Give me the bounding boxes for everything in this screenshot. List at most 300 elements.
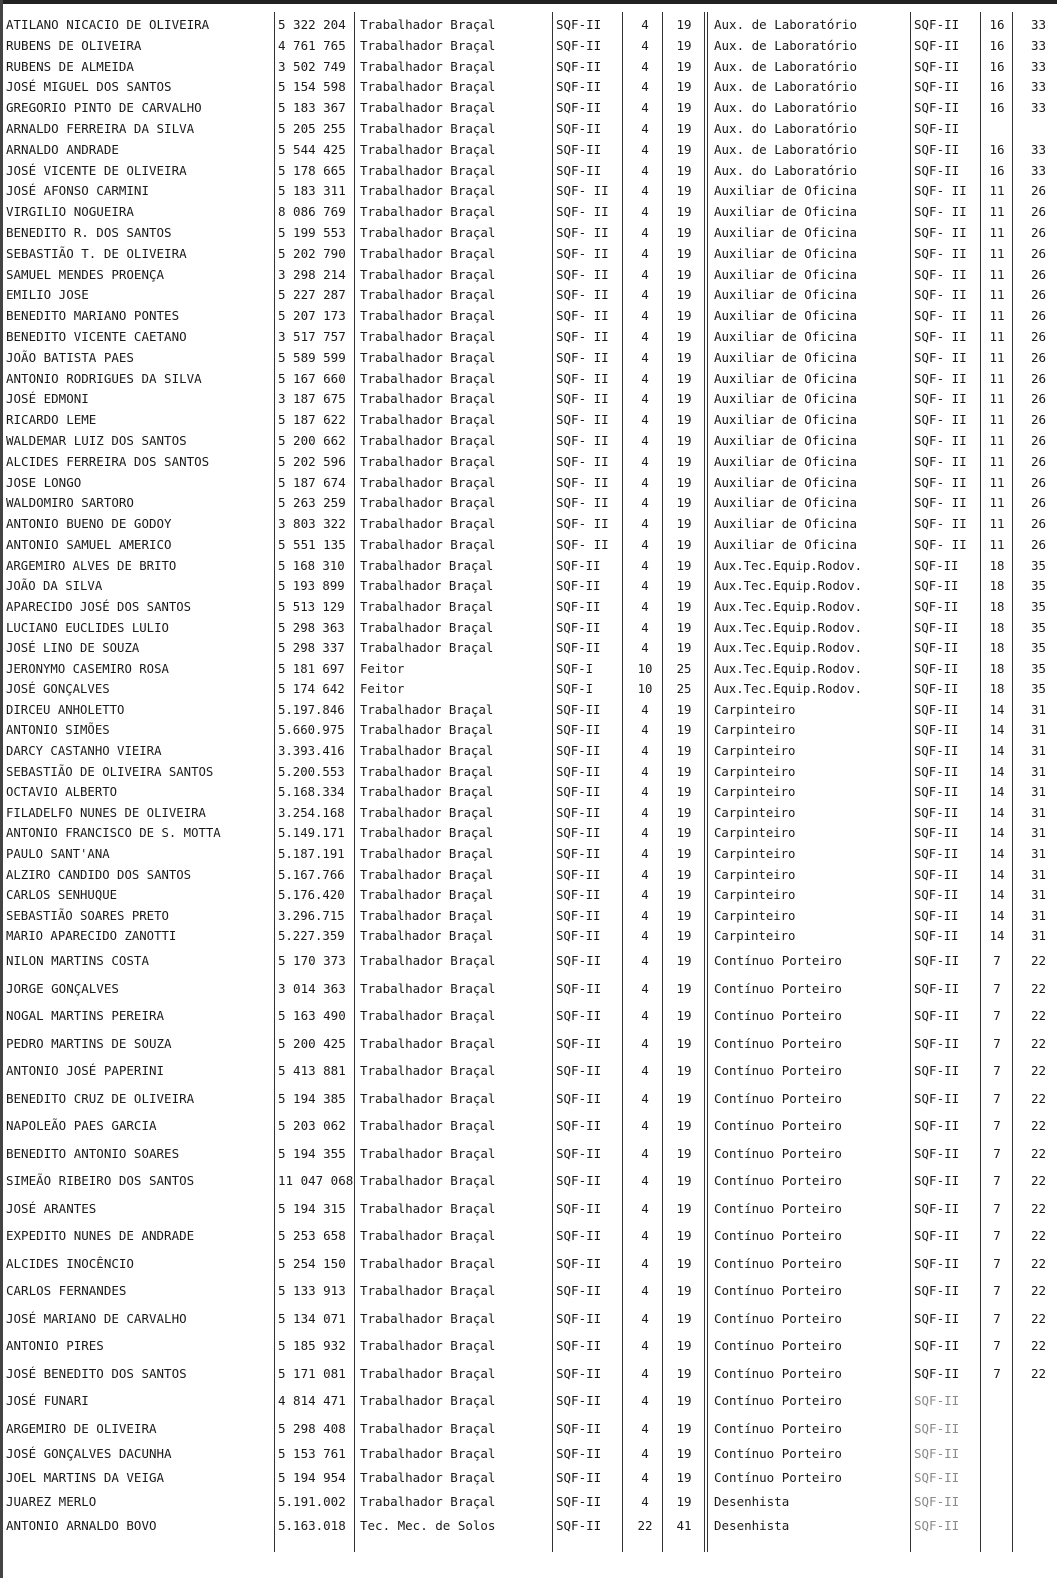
current-table: SQF-II [556, 1470, 602, 1485]
new-position: Auxiliar de Oficina [714, 266, 857, 282]
new-position: Desenhista [714, 1494, 790, 1509]
new-grade: 31 [1031, 805, 1046, 820]
employee-name: JOSÉ FUNARI [6, 1393, 89, 1408]
table-row [0, 762, 1057, 783]
current-grade: 19 [676, 1470, 692, 1485]
new-grade: 26 [1030, 204, 1047, 220]
new-position: Carpinteiro [714, 826, 796, 841]
employee-name: NILON MARTINS COSTA [6, 953, 149, 968]
new-grade: 33 [1030, 58, 1047, 74]
new-grade: 26 [1030, 370, 1047, 386]
new-table: SQF-II [914, 888, 959, 903]
registration-number: 5 322 204 [278, 17, 346, 32]
new-table: SQF-II [914, 953, 960, 968]
current-table: SQF- II [556, 308, 609, 324]
current-grade: 19 [676, 1063, 692, 1078]
current-grade: 19 [676, 79, 692, 95]
new-position: Carpinteiro [714, 723, 796, 738]
new-table: SQF-II [914, 579, 959, 594]
new-table: SQF-II [914, 1255, 960, 1271]
new-position: Auxiliar de Oficina [714, 516, 857, 532]
current-table: SQF-II [556, 79, 602, 95]
current-table: SQF-II [556, 1283, 602, 1298]
employee-name: ANTONIO SIMÕES [6, 723, 110, 738]
new-position: Carpinteiro [714, 805, 796, 820]
current-grade: 19 [676, 1173, 692, 1188]
new-table: SQF- II [914, 495, 967, 511]
registration-number: 5 170 373 [278, 953, 346, 968]
current-position: Trabalhador Braçal [360, 723, 494, 738]
current-position: Trabalhador Braçal [360, 1470, 496, 1485]
table-row [0, 865, 1057, 886]
new-table: SQF- II [914, 370, 967, 386]
new-reference: 11 [989, 536, 1005, 552]
new-reference: 7 [993, 1118, 1001, 1133]
table-row [0, 1305, 1057, 1333]
current-reference: 4 [641, 391, 649, 407]
current-reference: 4 [641, 1338, 649, 1353]
new-position: Aux. de Laboratório [714, 141, 857, 157]
current-table: SQF-II [556, 1200, 602, 1216]
new-grade: 35 [1031, 620, 1046, 635]
new-table: SQF-II [914, 847, 959, 862]
registration-number: 3.393.416 [278, 744, 345, 759]
new-position: Auxiliar de Oficina [714, 204, 857, 220]
new-table: SQF-II [914, 764, 959, 779]
new-position: Contínuo Porteiro [714, 1310, 842, 1326]
new-reference: 14 [989, 929, 1005, 944]
new-position: Carpinteiro [714, 908, 796, 923]
current-reference: 4 [641, 1283, 649, 1298]
new-grade: 31 [1031, 785, 1046, 800]
new-grade: 26 [1030, 495, 1047, 511]
new-table: SQF-II [914, 1008, 960, 1023]
current-position: Trabalhador Braçal [360, 495, 496, 511]
new-reference: 16 [989, 162, 1005, 178]
table-row [0, 327, 1057, 348]
current-table: SQF-II [556, 702, 601, 717]
new-position: Auxiliar de Oficina [714, 370, 857, 386]
current-position: Trabalhador Braçal [360, 1446, 496, 1461]
current-reference: 4 [641, 1063, 649, 1078]
current-reference: 4 [641, 100, 649, 116]
employee-name: WALDEMAR LUIZ DOS SANTOS [6, 432, 187, 448]
registration-number: 8 086 769 [278, 204, 346, 220]
table-row [0, 1415, 1057, 1443]
new-grade: 26 [1030, 349, 1047, 365]
new-grade: 26 [1030, 391, 1047, 407]
current-table: SQF-II [556, 599, 601, 614]
new-reference: 11 [989, 495, 1005, 511]
registration-number: 5 194 355 [278, 1145, 346, 1161]
new-grade: 26 [1030, 474, 1047, 490]
current-table: SQF- II [556, 432, 609, 448]
current-table: SQF-II [556, 785, 601, 800]
current-grade: 19 [676, 929, 692, 944]
current-grade: 19 [676, 744, 692, 759]
new-reference: 14 [989, 908, 1005, 923]
current-table: SQF-II [556, 141, 602, 157]
registration-number: 5 589 599 [278, 349, 346, 365]
current-position: Trabalhador Braçal [360, 867, 494, 882]
new-table: SQF-II [914, 1393, 960, 1408]
new-grade: 33 [1030, 79, 1047, 95]
current-grade: 19 [676, 1494, 692, 1509]
employee-name: SIMEÃO RIBEIRO DOS SANTOS [6, 1173, 195, 1188]
registration-number: 3 502 749 [278, 58, 346, 74]
current-position: Trabalhador Braçal [360, 579, 494, 594]
current-grade: 19 [676, 1365, 692, 1381]
current-position: Trabalhador Braçal [360, 141, 496, 157]
table-row [0, 140, 1057, 161]
new-grade: 26 [1030, 287, 1047, 303]
new-reference: 11 [989, 183, 1005, 199]
registration-number: 5 263 259 [278, 495, 346, 511]
current-reference: 4 [641, 1118, 649, 1133]
employee-name: CARLOS FERNANDES [6, 1283, 127, 1298]
employee-name: ARGEMIRO DE OLIVEIRA [6, 1420, 157, 1436]
top-border [0, 0, 1057, 4]
new-position: Auxiliar de Oficina [714, 536, 857, 552]
registration-number: 4 761 765 [278, 37, 346, 53]
employee-name: NOGAL MARTINS PEREIRA [6, 1008, 165, 1023]
registration-number: 5 253 658 [278, 1228, 346, 1243]
new-position: Aux. do Laboratório [714, 120, 857, 136]
registration-number: 5.187.191 [278, 847, 345, 862]
current-table: SQF- II [556, 412, 609, 428]
new-grade: 33 [1030, 100, 1047, 116]
new-table: SQF- II [914, 516, 967, 532]
registration-number: 5 133 913 [278, 1283, 346, 1298]
employee-name: BENEDITO CRUZ DE OLIVEIRA [6, 1090, 195, 1106]
registration-number: 3.254.168 [278, 805, 345, 820]
current-position: Trabalhador Braçal [360, 120, 496, 136]
current-table: SQF-II [556, 1008, 602, 1023]
current-table: SQF-II [556, 1518, 602, 1533]
current-table: SQF- II [556, 183, 609, 199]
current-reference: 4 [641, 1446, 649, 1461]
current-position: Trabalhador Braçal [360, 391, 496, 407]
current-table: SQF-II [556, 100, 602, 116]
current-reference: 4 [641, 474, 649, 490]
current-table: SQF- II [556, 495, 609, 511]
new-table: SQF-II [914, 1446, 960, 1461]
current-reference: 22 [637, 1518, 653, 1533]
new-reference: 7 [993, 1173, 1001, 1188]
current-grade: 19 [676, 599, 692, 614]
new-reference: 14 [989, 764, 1005, 779]
current-position: Trabalhador Braçal [360, 349, 496, 365]
employee-name: LUCIANO EUCLIDES LULIO [6, 620, 169, 635]
new-reference: 14 [989, 723, 1005, 738]
registration-number: 5.197.846 [278, 702, 345, 717]
table-row [0, 1360, 1057, 1388]
new-table: SQF-II [914, 1035, 960, 1051]
current-position: Trabalhador Braçal [360, 204, 496, 220]
current-position: Trabalhador Braçal [360, 58, 496, 74]
new-table: SQF- II [914, 204, 967, 220]
current-grade: 19 [676, 1090, 692, 1106]
current-table: SQF- II [556, 474, 609, 490]
registration-number: 5 298 337 [278, 641, 345, 656]
table-row [0, 514, 1057, 535]
current-reference: 4 [641, 702, 649, 717]
new-grade: 26 [1030, 308, 1047, 324]
current-position: Trabalhador Braçal [360, 308, 496, 324]
new-table: SQF-II [914, 1365, 960, 1381]
current-position: Trabalhador Braçal [360, 1008, 496, 1023]
new-table: SQF-II [914, 1200, 960, 1216]
new-reference: 7 [993, 1063, 1001, 1078]
registration-number: 5.168.334 [278, 785, 345, 800]
current-position: Trabalhador Braçal [360, 1063, 496, 1078]
current-table: SQF-II [556, 641, 601, 656]
table-row [0, 244, 1057, 265]
current-position: Trabalhador Braçal [360, 558, 494, 573]
current-reference: 4 [641, 1173, 649, 1188]
registration-number: 5 194 954 [278, 1470, 346, 1485]
registration-number: 5 193 899 [278, 579, 345, 594]
current-table: SQF-II [556, 162, 602, 178]
new-grade: 35 [1031, 682, 1046, 697]
registration-number: 5 200 662 [278, 432, 346, 448]
new-grade: 33 [1030, 141, 1047, 157]
employee-name: JOSÉ GONÇALVES DACUNHA [6, 1446, 172, 1461]
registration-number: 5 153 761 [278, 1446, 346, 1461]
current-position: Trabalhador Braçal [360, 764, 494, 779]
new-grade: 26 [1030, 328, 1047, 344]
table-row [0, 597, 1057, 618]
employee-name: JOSÉ AFONSO CARMINI [6, 183, 149, 199]
current-position: Trabalhador Braçal [360, 620, 494, 635]
current-table: SQF- II [556, 349, 609, 365]
table-row [0, 181, 1057, 202]
new-position: Carpinteiro [714, 888, 796, 903]
new-reference: 7 [993, 1228, 1001, 1243]
table-row [0, 473, 1057, 494]
employee-name: JOSÉ BENEDITO DOS SANTOS [6, 1365, 187, 1381]
employee-name: SAMUEL MENDES PROENÇA [6, 266, 165, 282]
current-position: Trabalhador Braçal [360, 266, 496, 282]
new-reference: 7 [993, 1090, 1001, 1106]
table-row [0, 1112, 1057, 1140]
new-position: Auxiliar de Oficina [714, 432, 857, 448]
employee-name: DARCY CASTANHO VIEIRA [6, 744, 162, 759]
table-row [0, 803, 1057, 824]
current-position: Trabalhador Braçal [360, 1420, 496, 1436]
new-position: Aux.Tec.Equip.Rodov. [714, 599, 863, 614]
table-row [0, 285, 1057, 306]
new-reference: 14 [989, 785, 1005, 800]
new-reference: 11 [989, 287, 1005, 303]
current-position: Trabalhador Braçal [360, 1200, 496, 1216]
new-position: Contínuo Porteiro [714, 1200, 842, 1216]
current-grade: 19 [676, 58, 692, 74]
current-table: SQF- II [556, 224, 609, 240]
table-row [0, 348, 1057, 369]
table-row [0, 679, 1057, 700]
registration-number: 5 200 425 [278, 1035, 346, 1051]
current-position: Trabalhador Braçal [360, 805, 494, 820]
new-position: Auxiliar de Oficina [714, 245, 857, 261]
current-reference: 4 [641, 58, 649, 74]
table-row [0, 1250, 1057, 1278]
new-reference: 11 [989, 474, 1005, 490]
new-table: SQF- II [914, 432, 967, 448]
new-position: Contínuo Porteiro [714, 1090, 842, 1106]
new-grade: 31 [1031, 867, 1046, 882]
current-table: SQF-II [556, 805, 601, 820]
employee-name: BENEDITO VICENTE CAETANO [6, 328, 187, 344]
new-table: SQF-II [914, 620, 959, 635]
current-grade: 19 [676, 558, 692, 573]
new-position: Contínuo Porteiro [714, 1173, 842, 1188]
new-table: SQF-II [914, 1494, 960, 1509]
current-reference: 4 [641, 141, 649, 157]
new-grade: 26 [1030, 432, 1047, 448]
new-position: Aux. de Laboratório [714, 58, 857, 74]
table-row [0, 1030, 1057, 1058]
table-row [0, 223, 1057, 244]
employee-name: JOSÉ VICENTE DE OLIVEIRA [6, 162, 187, 178]
new-position: Aux.Tec.Equip.Rodov. [714, 641, 863, 656]
new-position: Auxiliar de Oficina [714, 453, 857, 469]
registration-number: 5.176.420 [278, 888, 345, 903]
new-grade: 22 [1030, 1255, 1047, 1271]
table-row [0, 906, 1057, 927]
table-row [0, 947, 1057, 975]
new-position: Contínuo Porteiro [714, 1035, 842, 1051]
new-table: SQF-II [914, 682, 959, 697]
new-table: SQF-II [914, 805, 959, 820]
new-reference: 14 [989, 847, 1005, 862]
table-row [0, 926, 1057, 947]
new-reference: 11 [989, 432, 1005, 448]
registration-number: 3 187 675 [278, 391, 346, 407]
table-row [0, 1277, 1057, 1305]
current-table: SQF-II [556, 37, 602, 53]
current-table: SQF-II [556, 579, 601, 594]
new-table: SQF-II [914, 826, 959, 841]
new-position: Auxiliar de Oficina [714, 412, 857, 428]
new-reference: 18 [989, 558, 1005, 573]
new-table: SQF- II [914, 245, 967, 261]
employee-name: JOSÉ MIGUEL DOS SANTOS [6, 79, 172, 95]
employee-name: ARGEMIRO ALVES DE BRITO [6, 558, 177, 573]
employee-name: ARNALDO FERREIRA DA SILVA [6, 120, 195, 136]
new-position: Aux.Tec.Equip.Rodov. [714, 558, 863, 573]
table-row [0, 1332, 1057, 1360]
new-grade: 26 [1030, 453, 1047, 469]
new-reference: 14 [989, 702, 1005, 717]
new-table: SQF- II [914, 453, 967, 469]
table-row [0, 389, 1057, 410]
current-table: SQF-II [556, 744, 601, 759]
current-grade: 19 [676, 432, 692, 448]
current-reference: 4 [641, 204, 649, 220]
new-table: SQF-II [914, 744, 959, 759]
new-reference: 16 [989, 37, 1005, 53]
new-reference: 11 [989, 224, 1005, 240]
current-reference: 4 [641, 120, 649, 136]
registration-number: 3 298 214 [278, 266, 346, 282]
employee-name: ANTONIO ARNALDO BOVO [6, 1518, 157, 1533]
employee-name: RUBENS DE OLIVEIRA [6, 37, 142, 53]
current-table: SQF-I [556, 661, 594, 676]
table-row [0, 823, 1057, 844]
new-grade: 33 [1030, 17, 1047, 32]
registration-number: 5 187 622 [278, 412, 346, 428]
employee-name: JOÃO BATISTA PAES [6, 349, 134, 365]
current-table: SQF-II [556, 847, 601, 862]
current-position: Trabalhador Braçal [360, 100, 496, 116]
current-table: SQF-II [556, 1446, 602, 1461]
registration-number: 5.167.766 [278, 867, 345, 882]
current-reference: 4 [641, 328, 649, 344]
current-reference: 4 [641, 17, 649, 32]
new-reference: 11 [989, 516, 1005, 532]
new-grade: 31 [1031, 764, 1046, 779]
new-reference: 11 [989, 266, 1005, 282]
current-reference: 4 [641, 1090, 649, 1106]
new-position: Contínuo Porteiro [714, 980, 842, 996]
current-reference: 4 [641, 432, 649, 448]
employee-name: PEDRO MARTINS DE SOUZA [6, 1035, 172, 1051]
new-position: Carpinteiro [714, 702, 796, 717]
employee-name: JOSÉ ARANTES [6, 1200, 97, 1216]
new-table: SQF-II [914, 1173, 960, 1188]
current-reference: 4 [641, 1255, 649, 1271]
table-row [0, 1085, 1057, 1113]
new-position: Contínuo Porteiro [714, 1008, 842, 1023]
current-reference: 4 [641, 536, 649, 552]
new-table: SQF-II [914, 58, 960, 74]
new-grade: 31 [1031, 826, 1046, 841]
current-grade: 19 [676, 1228, 692, 1243]
registration-number: 5 298 363 [278, 620, 345, 635]
new-grade: 35 [1031, 599, 1046, 614]
employee-name: RUBENS DE ALMEIDA [6, 58, 134, 74]
current-reference: 4 [641, 599, 649, 614]
new-table: SQF-II [914, 17, 960, 32]
current-table: SQF-II [556, 17, 602, 32]
new-grade: 22 [1030, 1090, 1047, 1106]
table-row [0, 119, 1057, 140]
new-reference: 7 [993, 1365, 1001, 1381]
current-reference: 4 [641, 953, 649, 968]
registration-number: 5 178 665 [278, 162, 346, 178]
current-position: Trabalhador Braçal [360, 1310, 496, 1326]
employee-name: ARNALDO ANDRADE [6, 141, 119, 157]
current-grade: 25 [676, 682, 692, 697]
current-position: Trabalhador Braçal [360, 162, 496, 178]
current-table: SQF-II [556, 1145, 602, 1161]
employee-name: ALZIRO CANDIDO DOS SANTOS [6, 867, 192, 882]
table-row [0, 885, 1057, 906]
current-position: Trabalhador Braçal [360, 1035, 496, 1051]
new-table: SQF- II [914, 308, 967, 324]
table-row [0, 1167, 1057, 1195]
current-position: Trabalhador Braçal [360, 980, 496, 996]
new-position: Contínuo Porteiro [714, 1420, 842, 1436]
current-reference: 4 [641, 867, 649, 882]
new-position: Aux.Tec.Equip.Rodov. [714, 682, 863, 697]
registration-number: 5 167 660 [278, 370, 346, 386]
new-grade: 31 [1031, 847, 1046, 862]
current-position: Trabalhador Braçal [360, 474, 496, 490]
new-reference: 11 [989, 391, 1005, 407]
current-table: SQF- II [556, 245, 609, 261]
